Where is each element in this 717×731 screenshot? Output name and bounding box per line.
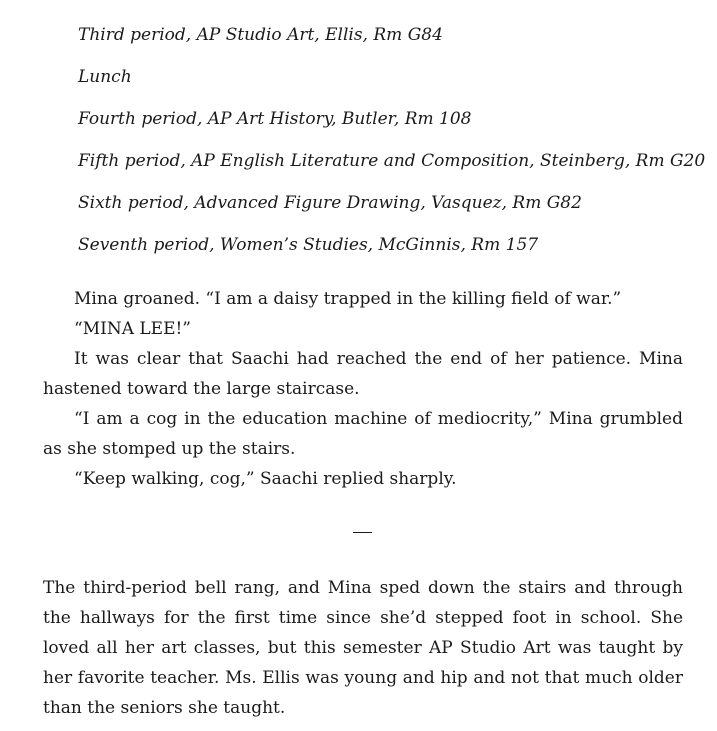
schedule-line-fourth-period: Fourth period, AP Art History, Butler, Rm 108	[78, 109, 472, 129]
paragraph-saachi-patience: It was clear that Saachi had reached the end of her patience. Mina hastened toward the large staircase.	[43, 349, 683, 399]
schedule-line-sixth-period: Sixth period, Advanced Figure Drawing, Vasquez, Rm G82	[78, 193, 582, 213]
schedule-line-third-period: Third period, AP Studio Art, Ellis, Rm G84	[78, 25, 443, 45]
schedule-line-seventh-period: Seventh period, Women’s Studies, McGinnis, Rm 157	[78, 235, 539, 255]
section-break-divider	[353, 532, 372, 533]
paragraph-mina-groaned: Mina groaned. “I am a daisy trapped in the killing field of war.”	[74, 289, 622, 309]
paragraph-third-period-bell: The third-period bell rang, and Mina sped down the stairs and through the hallways for the first time since she’d stepped foot in school. She loved all her art classes, but this semester AP Studio Art was taught by her favorite teacher. Ms. Ellis was young and hip and not that much older than the seniors she taught.	[43, 578, 683, 718]
paragraph-mina-lee: “MINA LEE!”	[74, 319, 191, 339]
schedule-line-lunch: Lunch	[78, 67, 132, 87]
paragraph-keep-walking: “Keep walking, cog,” Saachi replied sharply.	[74, 469, 457, 489]
paragraph-cog: “I am a cog in the education machine of mediocrity,” Mina grumbled as she stomped up the stairs.	[43, 409, 683, 459]
schedule-line-fifth-period: Fifth period, AP English Literature and Composition, Steinberg, Rm G20	[78, 151, 706, 171]
